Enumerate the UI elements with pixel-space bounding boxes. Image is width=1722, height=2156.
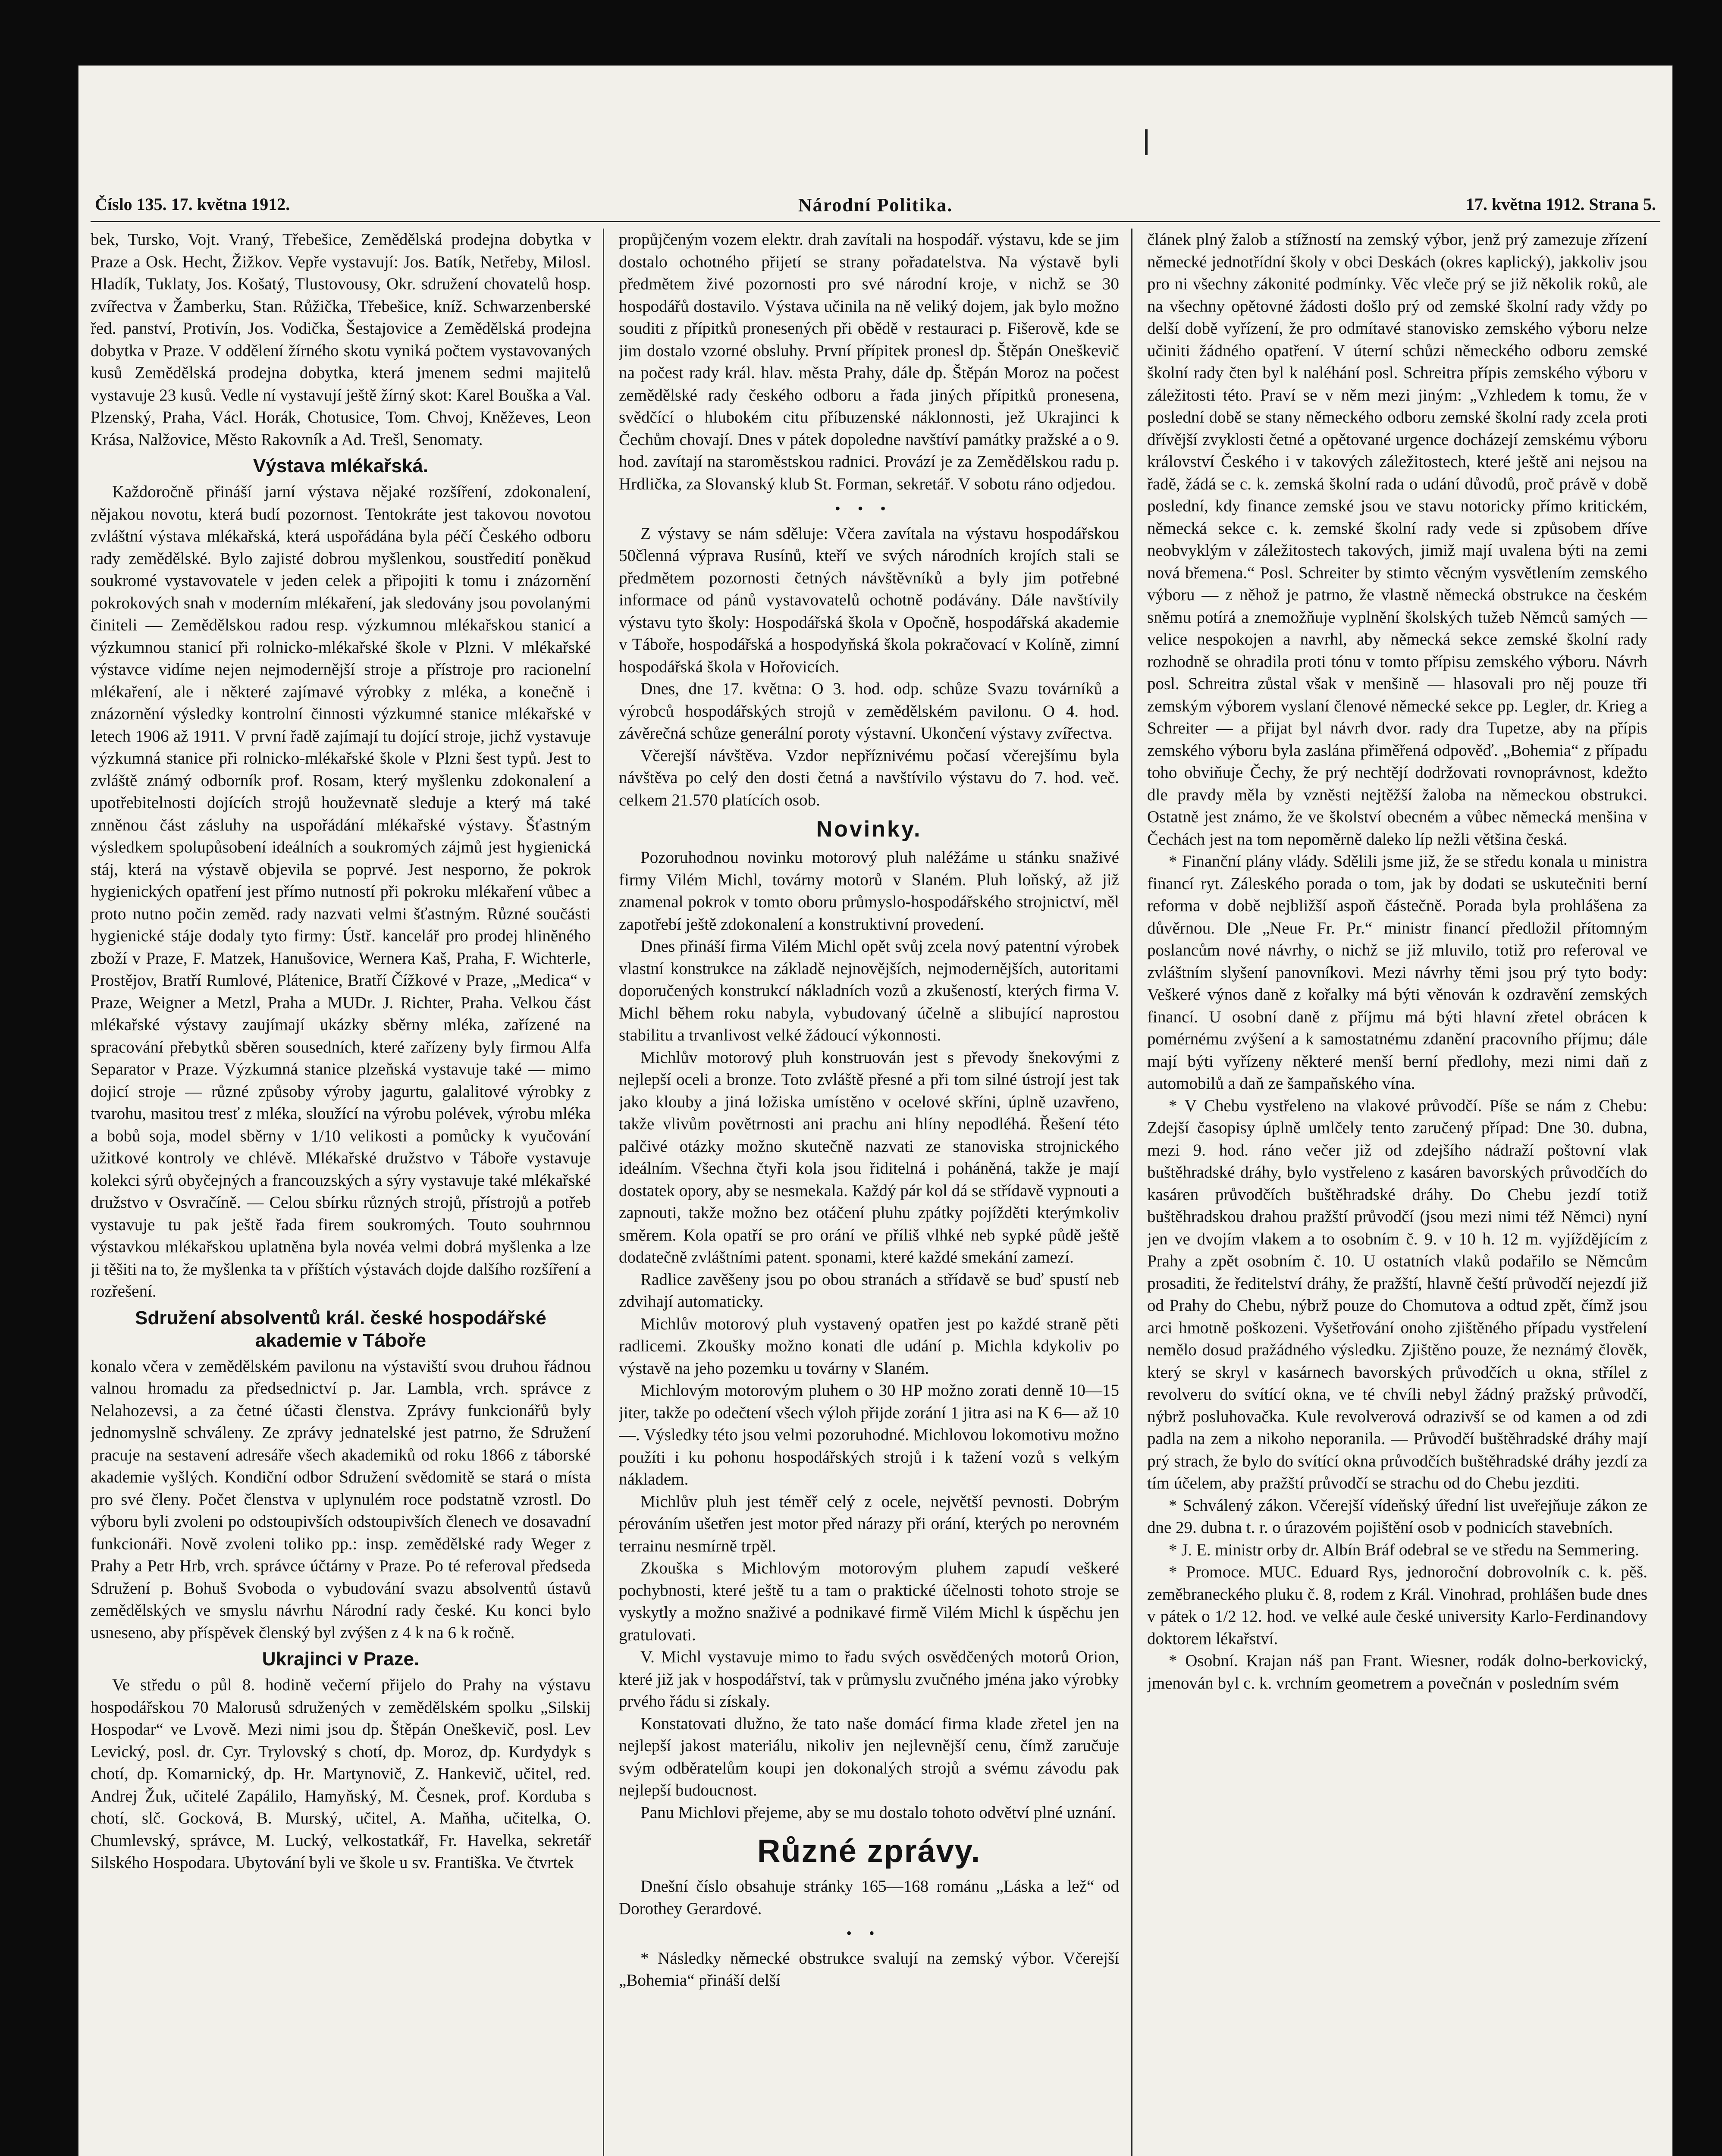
issue-info: Číslo 135. 17. května 1912. <box>95 194 290 214</box>
article-paragraph: Michlův pluh jest téměř celý z ocele, největší pevnosti. Dobrým pérováním ušetřen jest motor před nárazy při orání, kterých po nerovném terrainu nesmírně trpěl. <box>619 1492 1119 1555</box>
article-paragraph: * Finanční plány vlády. Sdělili jsme již, že se středu konala u ministra financí ryt. Záleského porada o tom, jak by dodati se uskutečniti berní reforma v době nejbližší aspoň částečně. Porada byla prohlášena za důvěrnou. Dle „Neue Fr. Pr.“ ministr financí předložil přítomným poslancům nové návrhy, o nichž se již mluvilo, totiž pro referoval ve zvláštním slyšení panovníkovi. Mezi návrhy těmi jsou prý tyto body: Veškeré výnos daně z kořalky má býti věnován k ozdravění zemských financí. U osobní daně z příjmu má býti hlavní zřetel obrácen k pomérnému zvýšení a k samostatnému zdanění pracovního příjmu; dále mají býti vyřízeny některé menší berní předlohy, mezi nimi daň z automobilů a daň ze šampaňského vína. <box>1147 852 1647 1093</box>
column-1 <box>91 229 591 2156</box>
article-paragraph: Panu Michlovi přejeme, aby se mu dostalo tohoto odvětví plné uznání. <box>640 1803 1116 1822</box>
article-paragraph: Radlice zavěšeny jsou po obou stranách a střídavě se buď spustí neb zdvihají automaticky. <box>619 1270 1119 1311</box>
header-rule <box>91 221 1660 222</box>
column-3 <box>1147 229 1647 2156</box>
masthead-title: Národní Politika. <box>798 194 953 216</box>
column-2 <box>619 229 1119 2156</box>
article-paragraph: * Osobní. Krajan náš pan Frant. Wiesner, rodák dolno-berkovický, jmenován byl c. k. vrchním geometrem a povečnán v posledním svém <box>1147 1651 1647 1692</box>
section-heading: Různé zprávy. <box>757 1833 981 1869</box>
article-paragraph: bek, Tursko, Vojt. Vraný, Třebešice, Zemědělská prodejna dobytka v Praze a Osk. Hecht, Žižkov. Vepře vystavují: Jos. Batík, Netřeby, Milosl. Hladík, Tuklaty, Jos. Košatý, Tlustovousy, Okr. sdružení chovatelů hosp. zvířectva v Žamberku, Stan. Růžička, Třebešice, kníž. Schwarzenberské řed. panství, Protivín, Jos. Vodička, Šestajovice a Zemědělská prodejna dobytka v Praze. V oddělení žírného skotu vyniká počtem vystavovaných kusů Zemědělská prodejna dobytka, která jmenem sedmi majitelů vystavuje 23 kusů. Vedle ní vystavují ještě žírný skot: Karel Bouška a Val. Plzenský, Praha, Václ. Horák, Chotusice, Tom. Chvoj, Kněževes, Leon Krása, Nalžovice, Město Rakovník a Ad. Trešl, Senomaty. <box>91 230 591 449</box>
article-paragraph: Konstatovati dlužno, že tato naše domácí firma klade zřetel jen na nejlepší jakost materiálu, nikoliv jen nejlevnější cenu, čímž zaručuje svým odběratelům koupi jen dokonalých strojů a svému závodu pak nejlepší budoucnost. <box>619 1714 1119 1799</box>
article-paragraph: propůjčeným vozem elektr. drah zavítali na hospodář. výstavu, kde se jim dostalo ochotného přijetí se strany pořadatelstva. Na výstavě byli předmětem živé pozornosti pro své národní kroje, v nichž se 30 hospodářů dostavilo. Výstava učinila na ně veliký dojem, jak bylo možno souditi z přípitků pronesených při obědě v restauraci p. Fišerově, kde se jim dostalo vzorné obsluhy. První přípitek pronesl dp. Štěpán Oneškevič na počest rady král. hlav. města Prahy, dále dp. Štěpán Moroz na počest zemědělské rady českého odboru a řada jiných přípitků pronesena, svědčící o hlubokém citu příbuzenské náklonnosti, jež Ukrajinci k Čechům chovají. Dnes v pátek dopoledne navštíví památky pražské a o 9. hod. zavítají na staroměstskou radnici. Provází je za Zemědělskou radu p. Hrdlička, za Slovanský klub St. Forman, sekretář. V sobotu ráno odjedou. <box>619 230 1119 493</box>
article-paragraph: Dnes, dne 17. května: O 3. hod. odp. schůze Svazu továrníků a výrobců hospodářských strojů v zemědělském pavilonu. O 4. hod. závěrečná schůze generální poroty výstavní. Ukončení výstavy zvířectva. <box>619 680 1119 743</box>
article-paragraph: Zkouška s Michlovým motorovým pluhem zapudí veškeré pochybnosti, které ještě tu a tam o praktické účelnosti tohoto stroje se vyskytly a možno snaživé a podnikavé firmě Vilém Michl k úspěchu jen gratulovati. <box>619 1559 1119 1644</box>
article-paragraph: Pozoruhodnou novinku motorový pluh naléžáme u stánku snaživé firmy Vilém Michl, továrny motorů v Slaném. Pluh loňský, až již znamenal pokrok v tomto oboru průmyslo-hospodářského strojnictví, měl zapotřebí ještě zdokonalení a konstruktivní provedení. <box>619 848 1119 934</box>
margin-mark <box>1145 129 1148 155</box>
article-paragraph: * J. E. ministr orby dr. Albín Bráf odebral se ve středu na Semmering. <box>1169 1540 1639 1559</box>
page-header <box>78 194 1673 220</box>
article-paragraph: Dnešní číslo obsahuje stránky 165—168 románu „Láska a lež“ od Dorothey Gerardové. <box>619 1877 1119 1918</box>
article-paragraph: Z výstavy se nám sděluje: Včera zavítala na výstavu hospodářskou 50členná výprava Rusínů, kteří ve svých národních krojích stali se předmětem pozornosti četných návštěvníků a byly jim potřebné informace od pánů vystavovatelů ochotně podávány. Dále navštívily výstavu tyto školy: Hospodářská škola v Opočně, hospodářská akademie v Táboře, hospodářská a hospodyňská škola pokračovací v Kolíně, zimní hospodářská škola v Hořovicích. <box>619 524 1119 676</box>
separator-dots: ••• <box>835 500 903 517</box>
page-info: 17. května 1912. Strana 5. <box>1465 194 1656 214</box>
article-paragraph: * V Chebu vystřeleno na vlakové průvodčí. Píše se nám z Chebu: Zdejší časopisy úplně umlčely tento zaručený případ: Dne 30. dubna, mezi 9. hod. ráno večer již od zdejšího nádraží poštovní vlak buštěhradské dráhy, bylo vystřeleno z kasáren bavorských průvodčích do kasáren průvodčích buštěhradské dráhy. Do Chebu jezdí totiž buštěhradskou drahou pražští průvodčí (jsou mezi nimi též Němci) nyní jen ve dvojím vlakem a to osobním č. 9. v 10 h. 12 m. vyjíždějícím z Prahy a zpět osobním č. 10. U ostatních vlaků podařilo se Němcům prosaditi, že ředitelství dráhy, že pražští, hlavně čeští průvodčí nejezdí již od Prahy do Chebu, nýbrž pouze do Chomutova a odtud zpět, čímž jsou arci hmotně poškozeni. Vyšetřování onoho zjištěného případu vystřelení nemělo dosud pražádného výsledku. Zjištěno pouze, že neznámý člověk, který se skryl v kasárnech bavorských průvodčích u okna, střílel z revolveru do svítící okna, ve té chvíli nebyl žádný pražský průvodčí, nýbrž posluhovačka. Kule revolverová odrazivší se od kamen a od zdi padla na zem a nikoho neporanila. — Průvodčí buštěhradské dráhy mají prý strach, že bylo do svítící okna průvodčích buštěhradské dráhy jezdí za tím účelem, aby pražští průvodčí se strachu od do Chebu jezditi. <box>1147 1096 1647 1492</box>
article-paragraph: V. Michl vystavuje mimo to řadu svých osvědčených motorů Orion, které již jak v hospodářství, tak v průmyslu zvučného jména jako výrobky prvého řádu si získaly. <box>619 1648 1119 1711</box>
article-paragraph: * Promoce. MUC. Eduard Rys, jednoroční dobrovolník c. k. pěš. zeměbraneckého pluku č. 8, rodem z Král. Vinohrad, prohlášen bude dnes v pátek o 1/2 12. hod. ve velké aule české university Karlo-Ferdinandovy doktorem lékařství. <box>1147 1563 1647 1648</box>
newspaper-page <box>78 65 1673 2156</box>
article-paragraph: * Následky německé obstrukce svalují na zemský výbor. Včerejší „Bohemia“ přináší delší <box>619 1949 1119 1990</box>
article-paragraph: konalo včera v zemědělském pavilonu na výstaviští svou druhou řádnou valnou hromadu za předsednictví p. Jar. Lambla, vrch. správce z Nelahozevsi, a za četné účasti členstva. Zprávy funkcionářů byly jednomyslně schváleny. Ze zprávy jednatelské jest patrno, že Sdružení pracuje na sestavení adresáře všech akademiků od roku 1866 z táborské akademie vyšlých. Kondiční odbor Sdružení svědomitě se stará o místa pro své členy. Počet členstva v uplynulém roce podstatně vzrostl. Do výboru byli zvoleni po odstoupivších odstoupivších členech ve dosavadní funkcionáři. Nově zvoleni toliko pp.: insp. zemědělské rady Weger z Prahy a Petr Hrb, vrch. správce účtárny v Praze. Po té referoval předseda Sdružení p. Bohuš Svoboda o vybudování svazu absolventů ústavů zemědělských ve smyslu návrhu Národní rady české. Ku konci bylo usneseno, aby příspěvek členský byl zvýšen z 4 k na 6 k ročně. <box>91 1357 591 1642</box>
article-paragraph: * Schválený zákon. Včerejší vídeňský úřední list uveřejňuje zákon ze dne 29. dubna t. r. o úrazovém pojištění osob v podnicích stavebních. <box>1147 1496 1647 1537</box>
article-paragraph: Michlovým motorovým pluhem o 30 HP možno zorati denně 10—15 jiter, takže po odečtení všech výloh přijde zorání 1 jitra asi na K 6— až 10—. Výsledky této jsou velmi pozoruhodné. Michlovou lokomotivu možno použíti i ku pohonu hospodářských strojů i k tažení vozů s velkým nákladem. <box>619 1381 1119 1489</box>
article-paragraph: článek plný žalob a stížností na zemský výbor, jenž prý zamezuje zřízení německé jednotřídní školy v obci Deskách (okres kaplický), jakkoliv jsou pro ni všechny zákonité podmínky. Věc vleče prý se již několik roků, ale na všechny opětovné žádosti došlo prý od zemské školní rady vždy po delší době vyřízení, že pro odmítavé stanovisko zemského výboru nelze učiniti žádného opatření. V úterní schůzi německého odboru zemské školní rady čten byl k naléhání posl. Schreitra přípis zemského výboru v záležitosti této. Praví se v něm mezi jiným: „Vzhledem k tomu, že v poslední době se stany německého odboru zemské školní rady zcela proti dřívější zvyklosti četné a opětované urgence docházejí zemskému výboru království Českého i v takových záležitostech, které ještě ani nejsou na řadě, žádá se c. k. zemská školní rada o udání důvodů, proč právě v době poslední, kdy finance zemské jsou ve stavu notoricky přímo kritickém, německá sekce c. k. zemské školní rady vede si způsobem dříve neobvyklým v záležitostech takových, jimiž mají uvalena býti na zemi nová břemena.“ Posl. Schreiter by stimto věcným vysvětlením zemského výboru — z něhož je patrno, že vlastně německá obstrukce na českém sněmu potírá a znemožňuje vyplnění školských tužeb Němců samých — velice nespokojen a navrhl, aby německá sekce zemské školní rady rozhodně se ohradila proti tónu v tomto přípisu zemského výboru. Návrh posl. Schreitra zůstal však v menšině — hlasovali pro něj pouze tři zemským výborem vyslaní členové německé sekce pp. Legler, dr. Krieg a Schreiter — a přijat byl návrh dvor. rady dra Tupetze, aby na přípis zemského výboru byla zaslána přiměřená odpověď. „Bohemia“ z případu toho obviňuje Čechy, že prý nechtějí dodržovati rovnoprávnost, kdežto dle pravdy měla by vzněsti nejtěžší žaloba na německou obstrukci. Ostatně jest známo, že ve školství obecném a vůbec německá menšina v Čechách jest na tom nepoměrně daleko líp nežli většina česká. <box>1147 230 1647 849</box>
section-heading: Novinky. <box>816 817 922 842</box>
section-heading: Sdružení absolventů král. české hospodářské akademie v Táboře <box>135 1307 546 1351</box>
section-heading: Výstava mlékařská. <box>253 455 429 476</box>
column-rule-1 <box>603 229 604 2156</box>
article-paragraph: Dnes přináší firma Vilém Michl opět svůj zcela nový patentní výrobek vlastní konstrukce na základě nejnovějších, nejmodernějších, autoritami doporučených konstrukcí nákladních vozů a zkušeností, kterých firma V. Michl během roku nabyla, vybudovaný účelně a slibující naprostou stabilitu a trvanlivost velké žádoucí výkonnosti. <box>619 937 1119 1044</box>
article-paragraph: Michlův motorový pluh konstruován jest s převody šnekovými z nejlepší oceli a bronze. Toto zvláště přesné a při tom silné ústrojí jest tak jako klouby a jiná ložiska umístěno v ocelové skříni, úplně uzavřeno, takže vlivům povětrnosti ani prachu ani hlíny nepodléhá. Řešení této palčivé otázky možno skutečně nazvati ze stanoviska strojnického ideálním. Všechna čtyři kola jsou řiditelná i poháněná, takže je mají dostatek opory, aby se nesmekala. Každý pár kol dá se střídavě vypnouti a zapnouti, takže možno bez otáčení pluhu zpátky pojížděti kterýmkoliv směrem. Kola opatří se pro orání ve příliš vlhké neb sypké půdě ještě dodatečně zvláštními patent. sponami, které každé smekání zamezí. <box>619 1048 1119 1266</box>
article-paragraph: Michlův motorový pluh vystavený opatřen jest po každé straně pěti radlicemi. Zkoušky možno konati dle udání p. Michla kdykoliv po výstavě na jeho pozemku u továrny v Slaném. <box>619 1314 1119 1378</box>
column-rule-2 <box>1131 229 1132 2156</box>
article-paragraph: Každoročně přináší jarní výstava nějaké rozšíření, zdokonalení, nějakou novotu, která budí pozornost. Tentokráte jest takovou novotou zvláštní výstava mlékařská, která uspořádána byla péčí Českého odboru rady zemědělské. Bylo zajisté dobrou myšlenkou, soustředití poněkud soukromé vystavovatele v jeden celek a připojiti k tomu i znázornění pokrokových snah v moderním mlékaření, jak sledovány jsou povolanými činiteli — Zemědělskou radou resp. výzkumnou mlékařskou stanicí a výzkumnou stanicí při rolnicko-mlékařské škole v Plzni. V mlékařské výstavce vidíme nejen nejmodernější stroje a přístroje pro racionelní mlékaření, ale i některé zajímavé výrobky z mléka, a konečně i znázornění výsledky kontrolní činnosti výzkumné stanice mlékařské v letech 1906 až 1911. V první řadě zajímají tu dojící stroje, jichž vystavuje výzkumná stanice při rolnicko-mlékařské škole v Plzni šest typů. Jest to zvláště známý odborník prof. Rosam, který myšlenku zdokonalení a upotřebitelnosti dojících strojů houževnatě sleduje a který má také znněnou část zásluhy na uspořádání mlékařské výstavy. Šťastným výsledkem spolupůsobení ideálních a soukromých zájmů jest hygienická stáj, která na výstavě objevila se poprvé. Jest nesporno, že pokrok hygienických opatření jest přímo nutností při pokroku mlékaření vůbec a proto nutno počin zeměd. rady nazvati velmi šťastným. Různé součásti hygienické stáje dodaly tyto firmy: Ústř. kancelář pro prodej hliněného zboží v Praze, F. Matzek, Hanušovice, Wernera Kaš, Praha, F. Wichterle, Prostějov, Bratří Rumlové, Plátenice, Bratří Čížkové v Praze, „Medica“ v Praze, Weigner a Metzl, Praha a MUDr. J. Richter, Praha. Velkou část mlékařské výstavy zaujímají ukázky sběrny mléka, zařízené na spracování přebytků sběren sousedních, které zařízeny byly firmou Alfa Separator v Praze. Výzkumná stanice plzeňská vystavuje také — mimo dojicí stroje — různé způsoby výroby jagurtu, galalitové výrobky z tvarohu, masitou tresť z mléka, sloužící na výrobu polévek, výrobu mléka a bobů soja, model sběrny v 1/10 velikosti a pomůcky k vyučování užitkové kontroly ve chlévě. Mlékařské družstvo v Táboře vystavuje kolekci sýrů obyčejných a francouzských a sýry vystavuje také mlékařské družstvo v Osvračíně. — Celou sbírku různých strojů, přístrojů a potřeb vystavuje tu pak ještě řada firem soukromých. Touto souhrnnou výstavkou mlékařskou uplatněna byla novéa velmi dobrá myšlenka a lze ji těšiti na to, že myšlenka ta v příštích výstavách dojde dalšího rozšíření a rozřešení. <box>91 483 591 1300</box>
separator-dots: •• <box>846 1924 892 1942</box>
section-heading: Ukrajinci v Praze. <box>262 1648 420 1670</box>
article-paragraph: Včerejší návštěva. Vzdor nepříznivému počasí včerejšímu byla návštěva po celý den dosti četná a navštívilo výstavu do 7. hod. več. celkem 21.570 platících osob. <box>619 746 1119 809</box>
article-paragraph: Ve středu o půl 8. hodině večerní přijelo do Prahy na výstavu hospodářskou 70 Malorusů sdružených v zemědělském spolku „Silskij Hospodar“ ve Lvově. Mezi nimi jsou dp. Štěpán Oneškevič, posl. Lev Levický, posl. dr. Cyr. Trylovský s chotí, dp. Moroz, dp. Kurdydyk s chotí, dp. Komarnický, dp. Hr. Martynovič, Z. Hankevič, učitel, red. Andrej Žuk, učitelé Zapálilo, Hamyňský, M. Česnek, prof. Korduba s chotí, slč. Gocková, B. Murský, učitel, A. Maňha, učitelka, O. Chumlevský, správce, M. Lucký, velkostatkář, Fr. Havelka, sekretář Silského Hospodara. Ubytování byli ve škole u sv. Františka. Ve čtvrtek <box>91 1676 591 1872</box>
